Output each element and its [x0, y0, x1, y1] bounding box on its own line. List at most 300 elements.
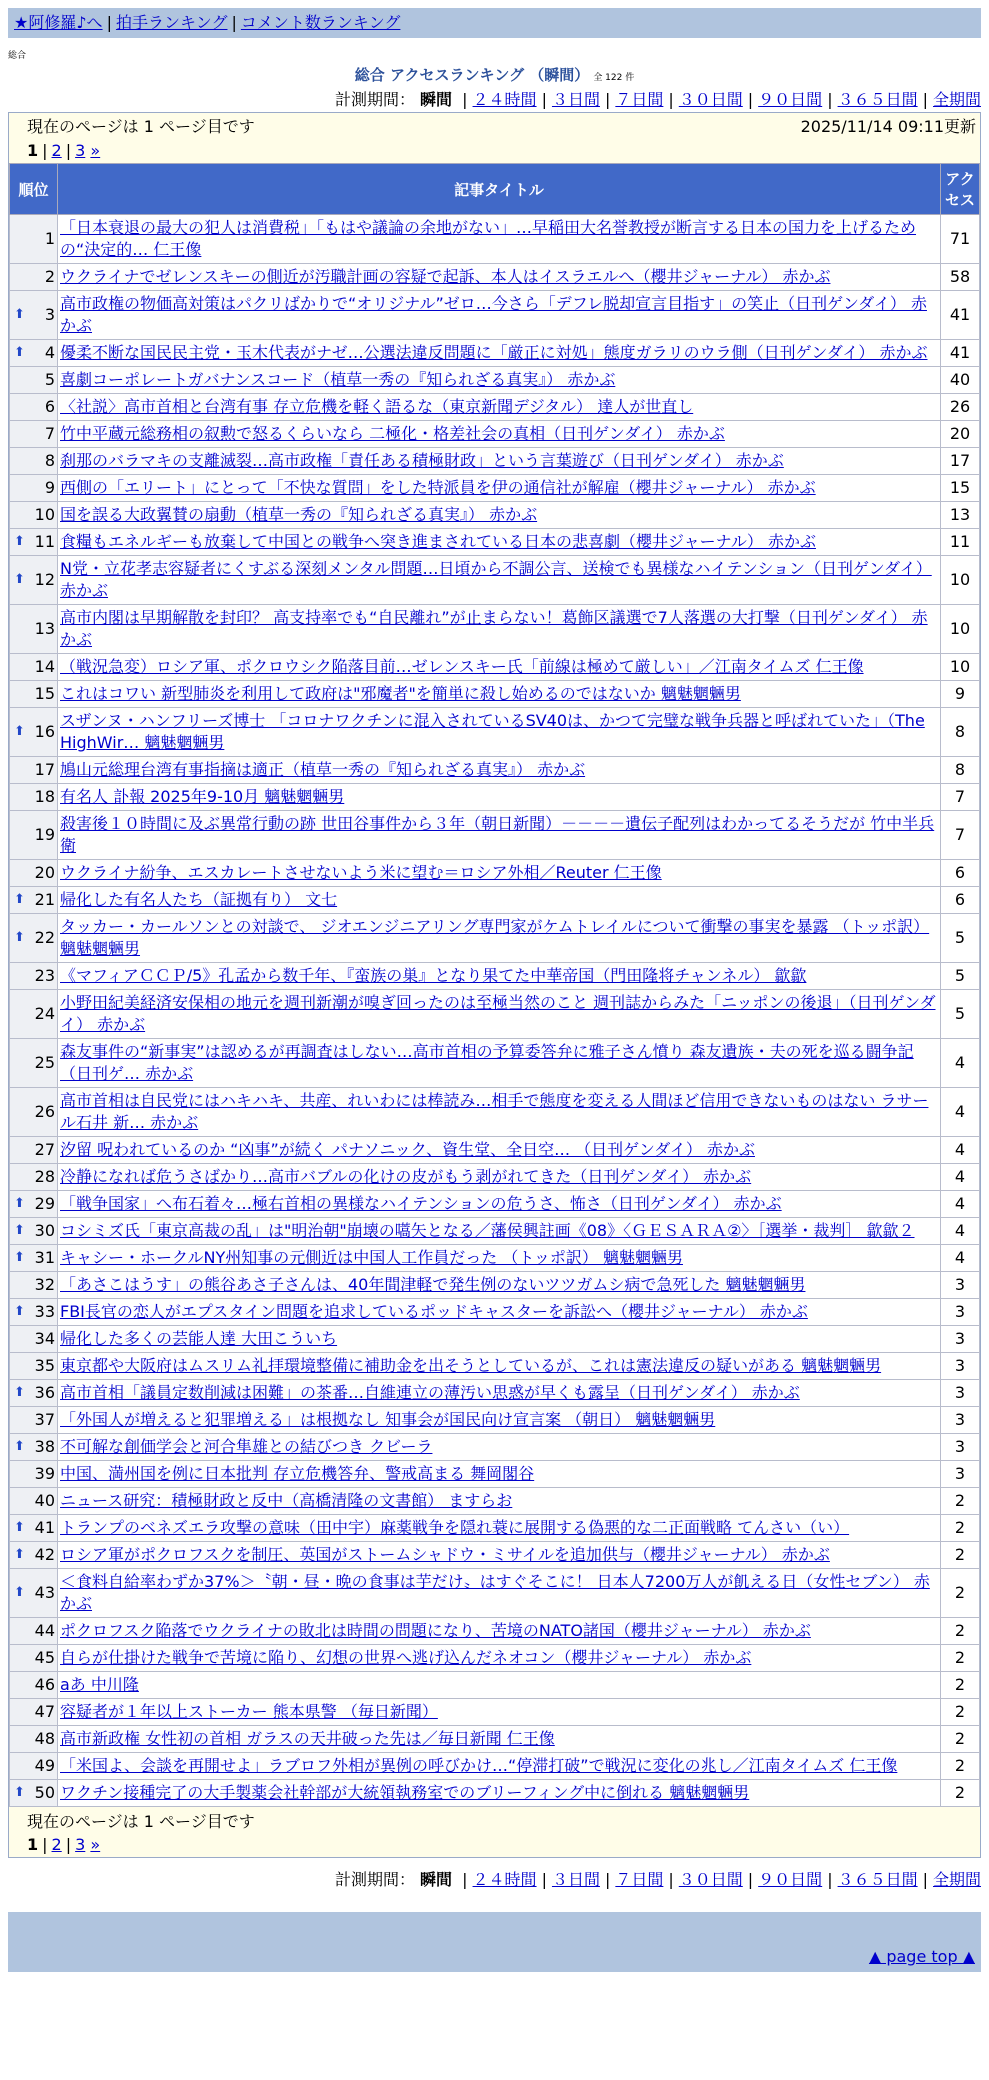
separator: | — [668, 90, 674, 109]
table-row — [10, 1088, 980, 1137]
rank-up-arrow-icon: ⬆ — [14, 1250, 25, 1265]
rank-cell — [10, 291, 58, 340]
title-cell — [58, 367, 941, 394]
period-selector-top — [0, 88, 981, 112]
pager-page-3[interactable]: 3 — [75, 141, 86, 160]
rank-up-arrow-icon: ⬆ — [14, 930, 25, 945]
title-cell — [58, 264, 941, 291]
rank-cell — [10, 1699, 58, 1726]
rank-cell — [10, 1407, 58, 1434]
rank-number: 43 — [34, 1583, 55, 1602]
period-link[interactable]: 全期間 — [932, 90, 981, 109]
table-row — [10, 448, 980, 475]
rank-number: 13 — [34, 619, 55, 638]
article-title-link[interactable]: 帰化した有名人たち（証拠有り） 文七 — [60, 890, 338, 909]
col-access-header: アクセス — [941, 164, 980, 215]
rank-number: 4 — [44, 343, 55, 362]
rank-cell — [10, 215, 58, 264]
article-title-link[interactable]: N党・立花孝志容疑者にくすぶる深刻メンタル問題…日頃から不調公言、送検でも異様なハイテンション（日刊ゲンダイ） 赤かぶ — [60, 559, 932, 600]
rank-up-arrow-icon: ⬆ — [14, 1547, 25, 1562]
rank-number: 8 — [44, 451, 55, 470]
table-row — [10, 502, 980, 529]
pager-top: 1 | 2 | 3 » — [27, 141, 101, 160]
period-link[interactable]: ２４時間 — [472, 1870, 537, 1889]
title-cell — [58, 291, 941, 340]
article-title-link[interactable]: スザンヌ・ハンフリーズ博士 「コロナワクチンに混入されているSV40は、かつて完璧な戦争兵器と呼ばれていた」（The HighWir… 魑魅魍魎男 — [60, 711, 925, 752]
rank-number: 38 — [34, 1437, 55, 1456]
table-row — [10, 1488, 980, 1515]
rank-number: 42 — [34, 1545, 55, 1564]
table-row — [10, 1753, 980, 1780]
ranking-table — [9, 163, 980, 1807]
article-title-link[interactable]: 東京都や大阪府はムスリム礼拝環境整備に補助金を出そうとしているが、これは憲法違反の疑いがある 魑魅魍魎男 — [60, 1356, 882, 1375]
title-cell — [58, 1326, 941, 1353]
rank-cell — [10, 605, 58, 654]
article-title-link[interactable]: ウクライナでゼレンスキーの側近が汚職計画の容疑で起訴、本人はイスラエルへ（櫻井ジャーナル） 赤かぶ — [60, 267, 831, 286]
rank-cell — [10, 1326, 58, 1353]
rank-number: 32 — [34, 1275, 55, 1294]
table-row — [10, 708, 980, 757]
rank-number: 21 — [34, 890, 55, 909]
title-cell — [58, 1272, 941, 1299]
article-title-link[interactable]: 優柔不断な国民民主党・玉木代表がナゼ…公選法違反問題に「厳正に対処」態度ガラリのウラ側（日刊ゲンダイ） 赤かぶ — [60, 343, 928, 362]
title-cell — [58, 502, 941, 529]
access-count: 4 — [941, 1245, 980, 1272]
title-cell — [58, 1753, 941, 1780]
rank-cell — [10, 502, 58, 529]
rank-cell — [10, 1137, 58, 1164]
rank-number: 45 — [34, 1648, 55, 1667]
table-row — [10, 529, 980, 556]
table-row — [10, 1191, 980, 1218]
rank-up-arrow-icon: ⬆ — [14, 307, 25, 322]
table-row — [10, 1699, 980, 1726]
pager-page-2[interactable]: 2 — [51, 141, 62, 160]
table-row — [10, 860, 980, 887]
rank-cell — [10, 1434, 58, 1461]
page-top-link[interactable]: ▲ page top ▲ — [868, 1947, 975, 1966]
rank-number: 48 — [34, 1729, 55, 1748]
rank-number: 46 — [34, 1675, 55, 1694]
category-label: 総合 — [8, 51, 27, 61]
rank-number: 50 — [34, 1783, 55, 1802]
title-cell — [58, 1299, 941, 1326]
rank-cell — [10, 1569, 58, 1618]
total-count: 全 122 件 — [593, 73, 635, 83]
page-status — [9, 113, 980, 139]
article-title-link[interactable]: 自らが仕掛けた戦争で苦境に陥り、幻想の世界へ逃げ込んだネオコン（櫻井ジャーナル） 赤かぶ — [60, 1648, 752, 1667]
rank-up-arrow-icon: ⬆ — [14, 1785, 25, 1800]
title-cell — [58, 1245, 941, 1272]
title-cell — [58, 1191, 941, 1218]
title-cell — [58, 914, 941, 963]
rank-up-arrow-icon: ⬆ — [14, 1196, 25, 1211]
rank-cell — [10, 681, 58, 708]
table-row — [10, 757, 980, 784]
access-count: 6 — [941, 860, 980, 887]
article-title-link[interactable]: 「あさこはうす」の熊谷あさ子さんは、40年間津軽で発生例のないツツガムシ病で急死した 魑魅魍魎男 — [60, 1275, 806, 1294]
rank-up-arrow-icon: ⬆ — [14, 345, 25, 360]
rank-number: 47 — [34, 1702, 55, 1721]
access-count: 4 — [941, 1164, 980, 1191]
table-row — [10, 1299, 980, 1326]
title-cell — [58, 448, 941, 475]
col-rank-header: 順位 — [10, 164, 58, 215]
article-title-link[interactable]: 有名人 訃報 2025年9-10月 魑魅魍魎男 — [60, 787, 345, 806]
article-title-link[interactable]: コシミズ氏「東京高裁の乱」は"明治朝"崩壊の嚆矢となる／藩侯興註画《08》〈ＧＥＳＡＲＡ②〉［選挙・裁判］ 歙歙２ — [60, 1221, 915, 1240]
pager-bottom: 1 | 2 | 3 » — [27, 1835, 101, 1854]
page-title — [0, 64, 989, 86]
period-link[interactable]: ３日間 — [551, 1870, 600, 1889]
title-cell — [58, 1645, 941, 1672]
title-cell — [58, 556, 941, 605]
access-count: 2 — [941, 1488, 980, 1515]
access-count: 3 — [941, 1299, 980, 1326]
rank-cell — [10, 784, 58, 811]
access-count: 3 — [941, 1461, 980, 1488]
home-link[interactable]: ★阿修羅♪へ — [14, 13, 103, 32]
article-title-link[interactable]: 汐留 呪われているのか “凶事”が続く パナソニック、資生堂、全日空… （日刊ゲンダイ） 赤かぶ — [60, 1140, 755, 1159]
article-title-link[interactable]: 「米国よ、会談を再開せよ」ラブロフ外相が異例の呼びかけ…“停滞打破”で戦況に変化の兆し／江南タイムズ 仁王像 — [60, 1756, 898, 1775]
access-count: 2 — [941, 1569, 980, 1618]
updated-time: 2025/11/14 09:11更新 — [800, 117, 976, 136]
article-title-link[interactable]: 竹中平蔵元総務相の叙勲で怒るくらいなら 二極化・格差社会の真相（日刊ゲンダイ） 赤かぶ — [60, 424, 725, 443]
access-count: 4 — [941, 1191, 980, 1218]
access-count: 6 — [941, 887, 980, 914]
table-row — [10, 887, 980, 914]
table-row — [10, 1272, 980, 1299]
article-title-link[interactable]: 容疑者が１年以上ストーカー 熊本県警 （毎日新聞） — [60, 1702, 438, 1721]
table-row — [10, 1353, 980, 1380]
rank-number: 10 — [34, 505, 55, 524]
title-cell — [58, 963, 941, 990]
rank-number: 18 — [34, 787, 55, 806]
article-title-link[interactable]: 冷静になれば危うさばかり…高市バブルの化けの皮がもう剥がれてきた（日刊ゲンダイ） 赤かぶ — [60, 1167, 752, 1186]
pager-next[interactable]: » — [90, 141, 101, 160]
article-title-link[interactable]: ポクロフスク陥落でウクライナの敗北は時間の問題になり、苦境のNATO諸国（櫻井ジャーナル） 赤かぶ — [60, 1621, 811, 1640]
rank-up-arrow-icon: ⬆ — [14, 1585, 25, 1600]
access-count: 2 — [941, 1515, 980, 1542]
access-count: 7 — [941, 811, 980, 860]
separator: | — [604, 90, 611, 109]
title-cell — [58, 654, 941, 681]
rank-number: 17 — [34, 760, 55, 779]
article-title-link[interactable]: ニュース研究：積極財政と反中（高橋清隆の文書館） ますらお — [60, 1491, 513, 1510]
table-row — [10, 367, 980, 394]
article-title-link[interactable]: 喜劇コーポレートガバナンスコード（植草一秀の『知られざる真実』） 赤かぶ — [60, 370, 616, 389]
article-title-link[interactable]: これはコワい 新型肺炎を利用して政府は"邪魔者"を簡単に殺し始めるのではないか 魑魅魍魎男 — [60, 684, 741, 703]
clap-ranking-link[interactable]: 拍手ランキング — [115, 13, 228, 32]
title-cell — [58, 1218, 941, 1245]
article-title-link[interactable]: FBI長官の恋人がエプスタイン問題を追求しているポッドキャスターを訴訟へ（櫻井ジャーナル） 赤かぶ — [60, 1302, 808, 1321]
access-count: 2 — [941, 1672, 980, 1699]
period-link[interactable]: ９０日間 — [758, 90, 823, 109]
rank-number: 31 — [34, 1248, 55, 1267]
title-cell — [58, 887, 941, 914]
page-indicator-bottom: 現在のページは 1 ページ目です — [27, 1812, 255, 1831]
article-title-link[interactable]: 高市内閣は早期解散を封印？ 高支持率でも“自民離れ”が止まらない！葛飾区議選で7人落選の大打撃（日刊ゲンダイ） 赤かぶ — [60, 608, 928, 649]
rank-number: 12 — [34, 570, 55, 589]
table-row — [10, 340, 980, 367]
rank-up-arrow-icon: ⬆ — [14, 1385, 25, 1400]
title-cell — [58, 811, 941, 860]
article-title-link[interactable]: （戦況急変）ロシア軍、ポクロウシク陥落目前…ゼレンスキー氏「前線は極めて厳しい」／江南タイムズ 仁王像 — [60, 657, 864, 676]
rank-up-arrow-icon: ⬆ — [14, 1520, 25, 1535]
table-row — [10, 681, 980, 708]
article-title-link[interactable]: ワクチン接種完了の大手製薬会社幹部が大統領執務室でのブリーフィング中に倒れる 魑魅魍魎男 — [60, 1783, 750, 1802]
ranking-box — [8, 112, 981, 1858]
rank-cell — [10, 860, 58, 887]
article-title-link[interactable]: タッカー・カールソンとの対談で、 ジオエンジニアリング専門家がケムトレイルについて衝撃の事実を暴露 （トッポ訳） 魑魅魍魎男 — [60, 917, 930, 958]
access-count: 3 — [941, 1272, 980, 1299]
article-title-link[interactable]: 「外国人が増えると犯罪増える」は根拠なし 知事会が国民向け宣言案 （朝日） 魑魅魍魎男 — [60, 1410, 716, 1429]
rank-cell — [10, 887, 58, 914]
access-count: 2 — [941, 1780, 980, 1807]
separator: | — [462, 1870, 468, 1889]
rank-cell — [10, 1272, 58, 1299]
article-title-link[interactable]: 高市首相「議員定数削減は困難」の茶番…自維連立の薄汚い思惑が早くも露呈（日刊ゲンダイ） 赤かぶ — [60, 1383, 800, 1402]
access-count: 2 — [941, 1726, 980, 1753]
title-cell — [58, 529, 941, 556]
title-cell — [58, 1137, 941, 1164]
comment-ranking-link[interactable]: コメント数ランキング — [240, 13, 401, 32]
access-count: 2 — [941, 1618, 980, 1645]
article-title-link[interactable]: ＜食料自給率わずか37%＞〝朝・昼・晩の食事は芋だけ〟はすぐそこに！ 日本人7200万人が飢える日（女性セブン） 赤かぶ — [60, 1572, 930, 1613]
rank-number: 33 — [34, 1302, 55, 1321]
table-row — [10, 605, 980, 654]
rank-cell — [10, 757, 58, 784]
rank-number: 39 — [34, 1464, 55, 1483]
table-row — [10, 1380, 980, 1407]
article-title-link[interactable]: ロシア軍がポクロフスクを制圧、英国がストームシャドウ・ミサイルを追加供与（櫻井ジャーナル） 赤かぶ — [60, 1545, 830, 1564]
access-count: 8 — [941, 708, 980, 757]
rank-cell — [10, 475, 58, 502]
period-link[interactable]: ７日間 — [615, 90, 664, 109]
table-row — [10, 1726, 980, 1753]
access-count: 2 — [941, 1645, 980, 1672]
rank-up-arrow-icon: ⬆ — [14, 892, 25, 907]
access-count: 40 — [941, 367, 980, 394]
article-title-link[interactable]: 西側の「エリート」にとって「不快な質問」をした特派員を伊の通信社が解雇（櫻井ジャーナル） 赤かぶ — [60, 478, 816, 497]
table-row — [10, 1618, 980, 1645]
rank-number: 20 — [34, 863, 55, 882]
ranking-title: 総合 アクセスランキング （瞬間） — [354, 66, 590, 84]
title-cell — [58, 757, 941, 784]
table-row — [10, 1407, 980, 1434]
rank-up-arrow-icon: ⬆ — [14, 724, 25, 739]
page-status-bottom — [9, 1807, 980, 1833]
article-title-link[interactable]: 高市新政権 女性初の首相 ガラスの天井破った先は／毎日新聞 仁王像 — [60, 1729, 555, 1748]
period-link[interactable]: ３日間 — [551, 90, 600, 109]
access-count: 4 — [941, 1137, 980, 1164]
rank-cell — [10, 394, 58, 421]
table-row — [10, 264, 980, 291]
table-row — [10, 291, 980, 340]
rank-cell — [10, 367, 58, 394]
access-count: 5 — [941, 990, 980, 1039]
rank-number: 36 — [34, 1383, 55, 1402]
rank-number: 16 — [34, 722, 55, 741]
rank-up-arrow-icon: ⬆ — [14, 1223, 25, 1238]
access-count: 8 — [941, 757, 980, 784]
article-title-link[interactable]: 「日本衰退の最大の犯人は消費税」「もはや議論の余地がない」…早稲田大名誉教授が断言する日本の国力を上げるための“決定的… 仁王像 — [60, 218, 917, 259]
rank-number: 14 — [34, 657, 55, 676]
rank-number: 23 — [34, 966, 55, 985]
pager-page-2[interactable]: 2 — [51, 1835, 62, 1854]
separator: | — [541, 1870, 547, 1889]
access-count: 4 — [941, 1088, 980, 1137]
access-count: 3 — [941, 1326, 980, 1353]
title-cell — [58, 340, 941, 367]
access-count: 3 — [941, 1407, 980, 1434]
rank-cell — [10, 1542, 58, 1569]
access-count: 4 — [941, 1039, 980, 1088]
table-row — [10, 1569, 980, 1618]
access-count: 13 — [941, 502, 980, 529]
period-link[interactable]: ９０日間 — [758, 1870, 823, 1889]
access-count: 20 — [941, 421, 980, 448]
access-count: 10 — [941, 556, 980, 605]
article-title-link[interactable]: 〈社説〉高市首相と台湾有事 存立危機を軽く語るな（東京新聞デジタル） 達人が世直し — [60, 397, 694, 416]
rank-cell — [10, 1353, 58, 1380]
access-count: 15 — [941, 475, 980, 502]
rank-number: 35 — [34, 1356, 55, 1375]
access-count: 26 — [941, 394, 980, 421]
rank-cell — [10, 963, 58, 990]
separator: | — [747, 90, 754, 109]
period-link[interactable]: ３６５日間 — [837, 1870, 918, 1889]
rank-cell — [10, 1515, 58, 1542]
rank-number: 5 — [44, 370, 55, 389]
rank-number: 9 — [44, 478, 55, 497]
rank-cell — [10, 556, 58, 605]
rank-cell — [10, 1191, 58, 1218]
rank-number: 25 — [34, 1053, 55, 1072]
rank-number: 24 — [34, 1004, 55, 1023]
period-link[interactable]: ２４時間 — [472, 90, 537, 109]
title-cell — [58, 1461, 941, 1488]
rank-cell — [10, 421, 58, 448]
article-title-link[interactable]: 森友事件の“新事実”は認めるが再調査はしない…高市首相の予算委答弁に雅子さん憤り 森友遺族・夫の死を巡る闘争記（日刊ゲ… 赤かぶ — [60, 1042, 914, 1083]
period-link[interactable]: ３０日間 — [678, 90, 743, 109]
pager-page-3[interactable]: 3 — [75, 1835, 86, 1854]
rank-cell — [10, 811, 58, 860]
period-link[interactable]: ３６５日間 — [837, 90, 918, 109]
article-title-link[interactable]: 小野田紀美経済安保相の地元を週刊新潮が嗅ぎ回ったのは至極当然のこと 週刊誌からみた「ニッポンの後退」（日刊ゲンダイ） 赤かぶ — [60, 993, 936, 1034]
title-cell — [58, 1672, 941, 1699]
article-title-link[interactable]: トランプのベネズエラ攻撃の意味（田中宇）麻薬戦争を隠れ蓑に展開する偽悪的な二正面戦略 てんさい（い） — [60, 1518, 850, 1537]
access-count: 10 — [941, 605, 980, 654]
rank-cell — [10, 708, 58, 757]
rank-number: 3 — [44, 305, 55, 324]
rank-number: 15 — [34, 684, 55, 703]
article-title-link[interactable]: 《マフィアＣＣＰ/5》孔孟から数千年、『蛮族の巣』となり果てた中華帝国（門田隆将チャンネル） 歙歙 — [60, 966, 807, 985]
period-link[interactable]: ７日間 — [615, 1870, 664, 1889]
article-title-link[interactable]: aあ 中川隆 — [60, 1675, 139, 1694]
access-count: 9 — [941, 681, 980, 708]
article-title-link[interactable]: 高市政権の物価高対策はパクリばかりで“オリジナル”ゼロ…今さら「デフレ脱却宣言目指す」の笑止（日刊ゲンダイ） 赤かぶ — [60, 294, 927, 335]
rank-number: 41 — [34, 1518, 55, 1537]
rank-number: 26 — [34, 1102, 55, 1121]
article-title-link[interactable]: 高市首相は自民党にはハキハキ、共産、れいわには棒読み…相手で態度を変える人間ほど信用できないものはない ラサール石井 新… 赤かぶ — [60, 1091, 929, 1132]
rank-number: 22 — [34, 928, 55, 947]
rank-up-arrow-icon: ⬆ — [14, 572, 25, 587]
table-row — [10, 1542, 980, 1569]
article-title-link[interactable]: 刹那のバラマキの支離滅裂…高市政権「責任ある積極財政」という言葉遊び（日刊ゲンダイ） 赤かぶ — [60, 451, 784, 470]
rank-number: 40 — [34, 1491, 55, 1510]
article-title-link[interactable]: 不可解な創価学会と河合隼雄との結びつき クビーラ — [60, 1437, 433, 1456]
rank-number: 11 — [34, 532, 55, 551]
rank-cell — [10, 448, 58, 475]
article-title-link[interactable]: 中国、満州国を例に日本批判 存立危機答弁、警戒高まる 舞岡閣谷 — [60, 1464, 535, 1483]
pager-next[interactable]: » — [90, 1835, 101, 1854]
access-count: 58 — [941, 264, 980, 291]
period-link[interactable]: ３０日間 — [678, 1870, 743, 1889]
rank-cell — [10, 990, 58, 1039]
rank-up-arrow-icon: ⬆ — [14, 1439, 25, 1454]
table-row — [10, 963, 980, 990]
article-title-link[interactable]: 「戦争国家」へ布石着々…極右首相の異様なハイテンションの危うさ、怖さ（日刊ゲンダイ） 赤かぶ — [60, 1194, 782, 1213]
title-cell — [58, 1353, 941, 1380]
table-row — [10, 556, 980, 605]
rank-cell — [10, 914, 58, 963]
separator: | — [922, 1870, 928, 1889]
article-title-link[interactable]: 鳩山元総理台湾有事指摘は適正（植草一秀の『知られざる真実』） 赤かぶ — [60, 760, 586, 779]
rank-up-arrow-icon: ⬆ — [14, 1304, 25, 1319]
article-title-link[interactable]: キャシー・ホークルNY州知事の元側近は中国人工作員だった （トッポ訳） 魑魅魍魎男 — [60, 1248, 683, 1267]
table-row — [10, 475, 980, 502]
rank-cell — [10, 1645, 58, 1672]
article-title-link[interactable]: 帰化した多くの芸能人達 大田こういち — [60, 1329, 338, 1348]
title-cell — [58, 1569, 941, 1618]
rank-cell — [10, 1780, 58, 1807]
period-current: 瞬間 — [420, 1870, 453, 1889]
rank-cell — [10, 1039, 58, 1088]
access-count: 41 — [941, 291, 980, 340]
article-title-link[interactable]: 殺害後１０時間に及ぶ異常行動の跡 世田谷事件から３年（朝日新聞）－－－－遺伝子配列はわかってるそうだが 竹中半兵衛 — [60, 814, 935, 855]
separator: | — [604, 1870, 611, 1889]
separator: | — [462, 90, 468, 109]
access-count: 2 — [941, 1699, 980, 1726]
access-count: 7 — [941, 784, 980, 811]
table-row — [10, 990, 980, 1039]
article-title-link[interactable]: ウクライナ紛争、エスカレートさせないよう米に望む＝ロシア外相／Reuter 仁王像 — [60, 863, 662, 882]
access-count: 5 — [941, 914, 980, 963]
rank-cell — [10, 1726, 58, 1753]
title-cell — [58, 860, 941, 887]
rank-number: 28 — [34, 1167, 55, 1186]
table-row — [10, 654, 980, 681]
title-cell — [58, 605, 941, 654]
article-title-link[interactable]: 食糧もエネルギーも放棄して中国との戦争へ突き進まされている日本の悲喜劇（櫻井ジャーナル） 赤かぶ — [60, 532, 816, 551]
separator: | — [747, 1870, 754, 1889]
rank-number: 7 — [44, 424, 55, 443]
period-current: 瞬間 — [420, 90, 453, 109]
title-cell — [58, 1726, 941, 1753]
title-cell — [58, 990, 941, 1039]
title-cell — [58, 784, 941, 811]
rank-cell — [10, 264, 58, 291]
period-link[interactable]: 全期間 — [932, 1870, 981, 1889]
table-row — [10, 1645, 980, 1672]
access-count: 17 — [941, 448, 980, 475]
pager-current: 1 — [27, 1835, 39, 1854]
rank-cell — [10, 1380, 58, 1407]
article-title-link[interactable]: 国を誤る大政翼賛の扇動（植草一秀の『知られざる真実』） 赤かぶ — [60, 505, 538, 524]
access-count: 4 — [941, 1218, 980, 1245]
rank-cell — [10, 1088, 58, 1137]
title-cell — [58, 1618, 941, 1645]
